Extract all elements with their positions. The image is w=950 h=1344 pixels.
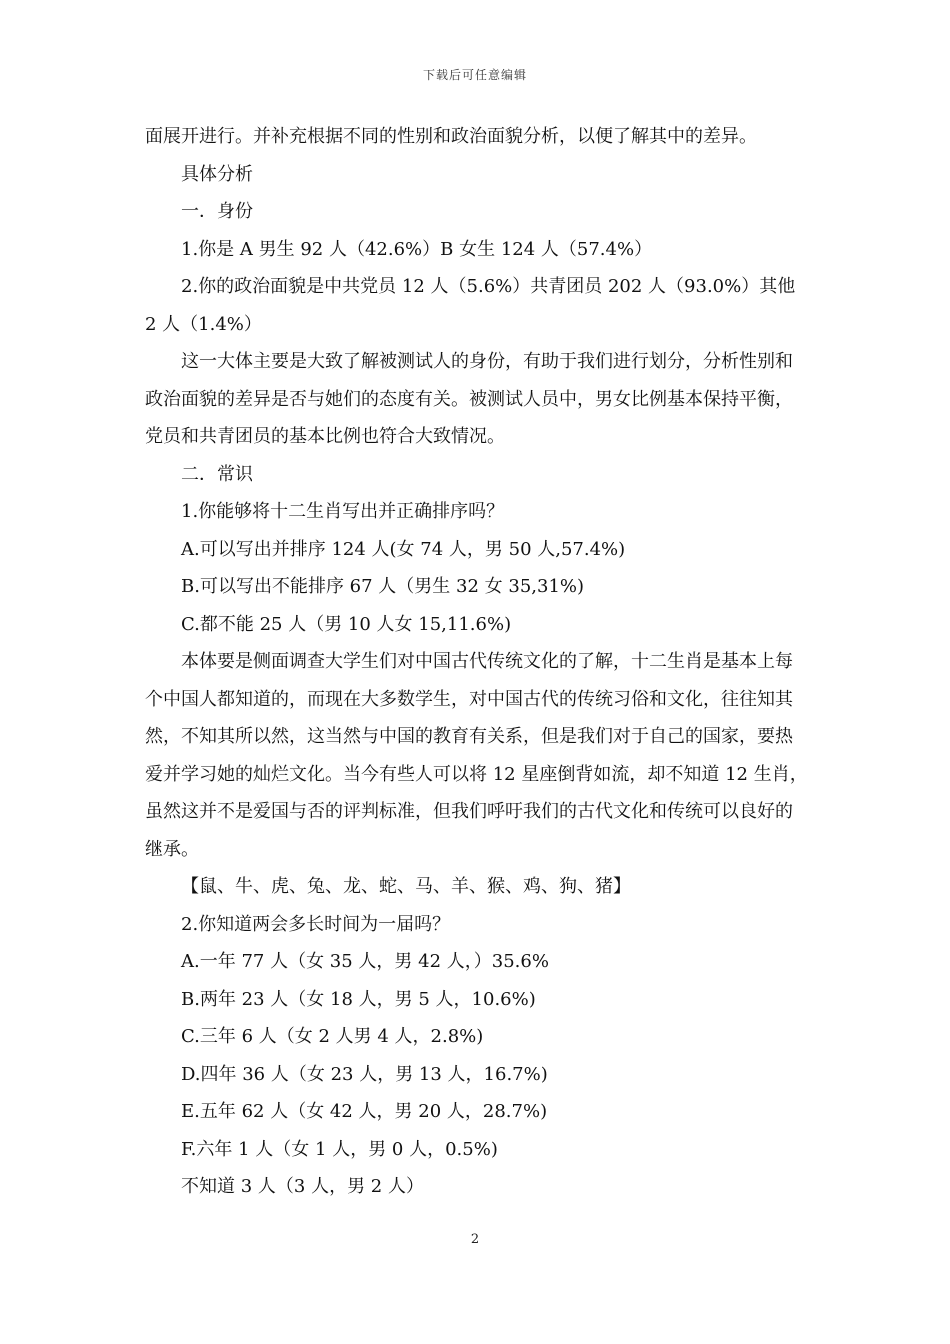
section-heading-analysis: 具体分析	[181, 163, 253, 185]
answer-zodiac-b: B.可以写出不能排序 67 人（男生 32 女 35,31%)	[181, 576, 585, 597]
paragraph-intro-continuation: 面展开进行。并补充根据不同的性别和政治面貌分析，以便了解其中的差异。	[145, 126, 757, 147]
question-gender: 1.你是 A 男生 92 人（42.6%）B 女生 124 人（57.4%）	[181, 238, 653, 260]
question-political-status: 2.你的政治面貌是中共党员 12 人（5.6%）共青团员 202 人（93.0%）其他 2 人（1.4%）	[145, 276, 801, 335]
answer-two-sessions-b: B.两年 23 人（女 18 人，男 5 人，10.6%)	[181, 988, 536, 1010]
answer-two-sessions-unknown: 不知道 3 人（3 人，男 2 人）	[181, 1176, 424, 1197]
document-body	[145, 118, 810, 1206]
question-two-sessions: 2.你知道两会多长时间为一届吗？	[181, 913, 451, 935]
section-heading-common-knowledge: 二．常识	[181, 463, 253, 485]
answer-zodiac-c: C.都不能 25 人（男 10 人女 15,11.6%)	[181, 613, 512, 635]
answer-two-sessions-c: C.三年 6 人（女 2 人男 4 人，2.8%)	[181, 1026, 484, 1047]
question-zodiac: 1.你能够将十二生肖写出并正确排序吗？	[181, 501, 505, 522]
answer-two-sessions-a: A.一年 77 人（女 35 人，男 42 人，）35.6%	[181, 951, 549, 972]
page-number: 2	[470, 1232, 480, 1247]
paragraph-identity-analysis: 这一大体主要是大致了解被测试人的身份，有助于我们进行划分，分析性别和政治面貌的差异是否与她们的态度有关。被测试人员中，男女比例基本保持平衡，党员和共青团员的基本比例也符合大致情况。	[145, 351, 793, 447]
answer-two-sessions-f: F.六年 1 人（女 1 人，男 0 人，0.5%)	[181, 1138, 498, 1160]
section-heading-identity: 一．身份	[181, 201, 253, 222]
answer-zodiac-a: A.可以写出并排序 124 人(女 74 人，男 50 人,57.4%)	[181, 538, 626, 560]
answer-two-sessions-e: E.五年 62 人（女 42 人，男 20 人，28.7%)	[181, 1101, 548, 1122]
page-header: 下载后可任意编辑	[422, 68, 527, 82]
zodiac-list: 【鼠、牛、虎、兔、龙、蛇、马、羊、猴、鸡、狗、猪】	[181, 876, 631, 897]
answer-two-sessions-d: D.四年 36 人（女 23 人，男 13 人，16.7%)	[181, 1063, 548, 1085]
paragraph-zodiac-analysis: 本体要是侧面调查大学生们对中国古代传统文化的了解，十二生肖是基本上每个中国人都知道的，而现在大多数学生，对中国古代的传统习俗和文化，往往知其然，不知其所以然，这当然与中国的教育有关系，但是我们对于自己的国家，要热爱并学习她的灿烂文化。当今有些人可以将 12 星座倒背如流，却不知道 12 生肖，虽然这并不是爱国与否的评判标准，但我们呼吁我们的古代文化和传统可以良好的继承。	[145, 651, 808, 860]
